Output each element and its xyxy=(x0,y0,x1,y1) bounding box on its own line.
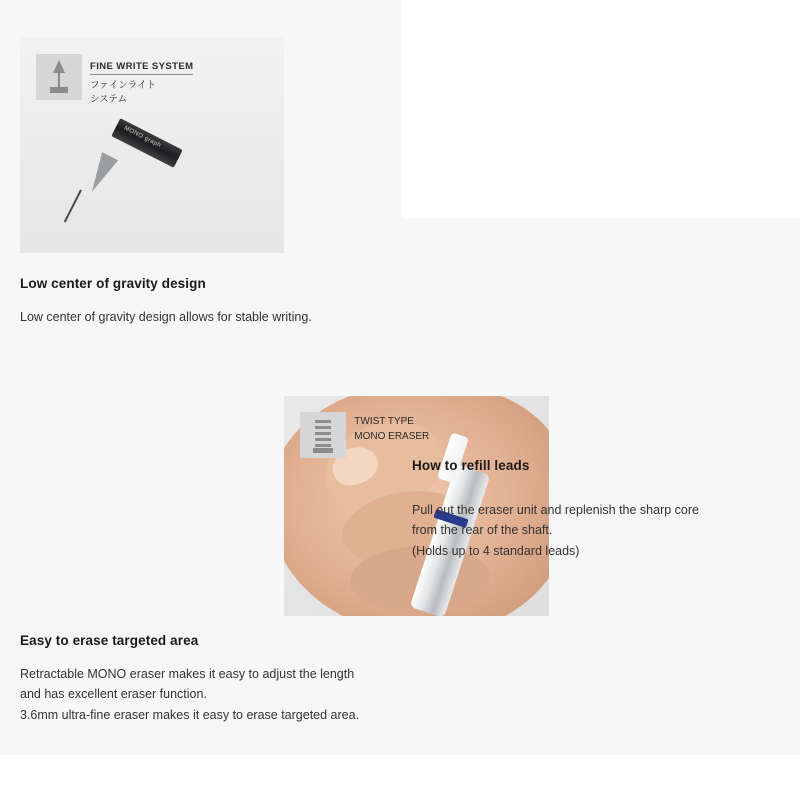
caption-title-low-center-gravity: Low center of gravity design xyxy=(20,276,206,291)
caption-title-how-to-refill: How to refill leads xyxy=(412,458,530,473)
caption-body-line-2: and has excellent eraser function. xyxy=(20,687,207,702)
pen-tip-icon xyxy=(36,54,82,100)
badge-english-label: FINE WRITE SYSTEM xyxy=(90,61,193,75)
caption-title-easy-to-erase: Easy to erase targeted area xyxy=(20,633,199,648)
badge-japanese-line2: システム xyxy=(90,94,128,106)
caption-body-low-center-gravity: Low center of gravity design allows for stable writing. xyxy=(20,310,312,324)
caption-body-how-to-refill xyxy=(412,500,782,561)
caption-body-line-3: 3.6mm ultra-fine eraser makes it easy to erase targeted area. xyxy=(20,707,360,722)
badge-twist-label-line2: MONO ERASER xyxy=(354,431,430,442)
caption-body-line-1: Retractable MONO eraser makes it easy to adjust the length xyxy=(20,667,355,681)
pencil-tip xyxy=(64,190,82,223)
refill-body-line-3: (Holds up to 4 standard leads) xyxy=(412,543,580,558)
badge-twist-type-mono-eraser xyxy=(300,412,429,458)
badge-twist-label-line1: TWIST TYPE xyxy=(354,416,414,427)
badge-fine-write-system xyxy=(36,54,193,108)
refill-body-line-2: from the rear of the shaft. xyxy=(412,523,553,538)
pencil-grip-imprint xyxy=(111,118,182,168)
refill-body-line-1: Pull out the eraser unit and replenish the sharp core xyxy=(412,503,699,517)
photo-low-center-of-gravity xyxy=(20,38,284,253)
caption-body-easy-to-erase xyxy=(20,664,390,725)
pen-imprint-text: MONO graph xyxy=(122,125,162,150)
pencil-cone xyxy=(84,152,118,196)
badge-japanese-line1: ファインライト xyxy=(90,80,157,91)
twist-eraser-icon xyxy=(300,412,346,458)
